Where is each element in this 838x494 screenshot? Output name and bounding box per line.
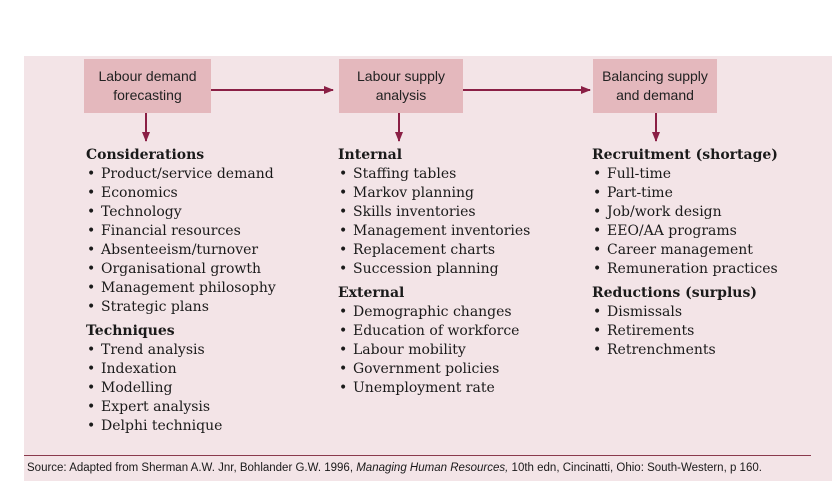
- list-item: • Government policies: [338, 360, 530, 379]
- bullet-list: [86, 341, 276, 436]
- box-label: Labour demand forecasting: [98, 68, 197, 103]
- section-heading: Techniques: [86, 323, 175, 339]
- list-item: • Labour mobility: [338, 341, 530, 360]
- list-item: • Staffing tables: [338, 165, 530, 184]
- box-label: Labour supply analysis: [357, 68, 445, 103]
- list-item: • Organisational growth: [86, 260, 276, 279]
- divider-rule: [24, 455, 811, 456]
- list-item: • Technology: [86, 203, 276, 222]
- source-prefix: Source: Adapted from Sherman A.W. Jnr, Bohlander G.W. 1996,: [27, 462, 357, 474]
- list-item: • Retrenchments: [592, 341, 778, 360]
- list-item: • Absenteeism/turnover: [86, 241, 276, 260]
- section-heading: Reductions (surplus): [592, 285, 757, 301]
- list-item: • Product/service demand: [86, 165, 276, 184]
- list-item: • Management inventories: [338, 222, 530, 241]
- list-item: • Replacement charts: [338, 241, 530, 260]
- list-item: • Retirements: [592, 322, 778, 341]
- section-heading: Considerations: [86, 147, 205, 163]
- box-balancing-supply-demand: [593, 59, 717, 113]
- bullet-list: [338, 303, 530, 398]
- column-supply: [338, 146, 530, 403]
- list-item: • Part-time: [592, 184, 778, 203]
- source-citation: [27, 460, 762, 476]
- bullet-list: [592, 165, 778, 279]
- column-balancing: [592, 146, 778, 365]
- list-item: • Education of workforce: [338, 322, 530, 341]
- list-item: • Remuneration practices: [592, 260, 778, 279]
- section-heading: Internal: [338, 147, 403, 163]
- list-item: • Career management: [592, 241, 778, 260]
- list-item: • Dismissals: [592, 303, 778, 322]
- list-item: • Unemployment rate: [338, 379, 530, 398]
- source-suffix: 10th edn, Cincinatti, Ohio: South-Western, p 160.: [508, 462, 762, 474]
- section-heading: External: [338, 285, 405, 301]
- list-item: • EEO/AA programs: [592, 222, 778, 241]
- section-heading: Recruitment (shortage): [592, 147, 778, 163]
- bullet-list: [338, 165, 530, 279]
- list-item: • Demographic changes: [338, 303, 530, 322]
- list-item: • Succession planning: [338, 260, 530, 279]
- bullet-list: [592, 303, 778, 360]
- list-item: • Full-time: [592, 165, 778, 184]
- list-item: • Skills inventories: [338, 203, 530, 222]
- bullet-list: [86, 165, 276, 317]
- list-item: • Financial resources: [86, 222, 276, 241]
- box-label: Balancing supply and demand: [602, 68, 708, 103]
- source-title: Managing Human Resources,: [356, 462, 509, 474]
- list-item: • Modelling: [86, 379, 276, 398]
- list-item: • Indexation: [86, 360, 276, 379]
- list-item: • Expert analysis: [86, 398, 276, 417]
- list-item: • Strategic plans: [86, 298, 276, 317]
- box-labour-supply-analysis: [339, 59, 463, 113]
- list-item: • Job/work design: [592, 203, 778, 222]
- column-demand: [86, 146, 276, 441]
- list-item: • Trend analysis: [86, 341, 276, 360]
- list-item: • Delphi technique: [86, 417, 276, 436]
- list-item: • Economics: [86, 184, 276, 203]
- list-item: • Markov planning: [338, 184, 530, 203]
- box-labour-demand-forecasting: [84, 59, 211, 113]
- list-item: • Management philosophy: [86, 279, 276, 298]
